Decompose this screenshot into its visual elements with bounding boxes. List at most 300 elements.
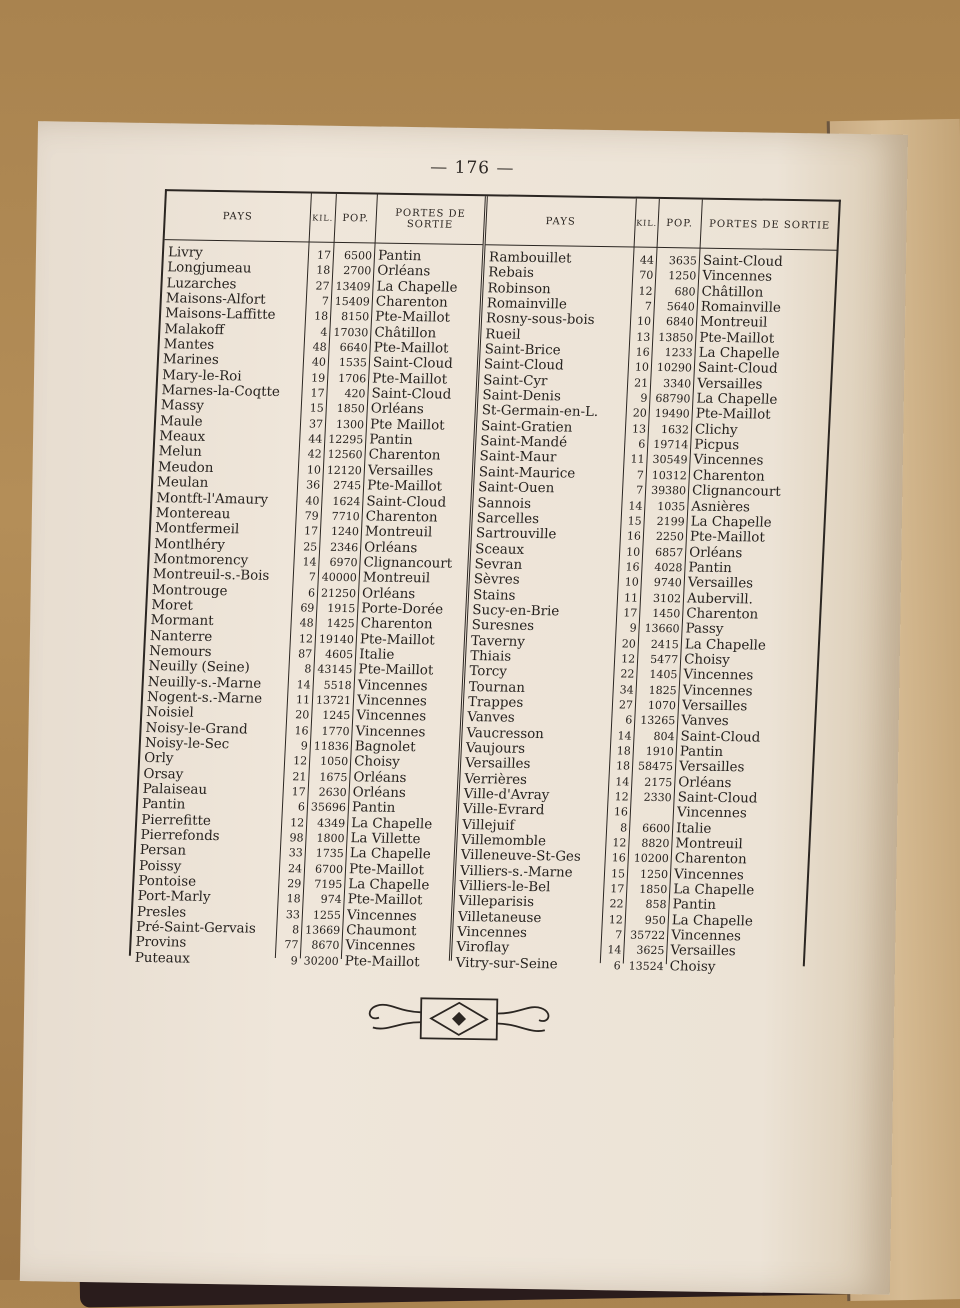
table-right-half [452,196,839,975]
cell-pop: 1405 [649,668,678,682]
cell-pays: Vaujours [465,740,526,757]
cell-kil: 14 [615,775,630,789]
cell-kil: 37 [308,417,324,431]
cell-kil: 12 [292,754,308,768]
cell-pays: Stains [472,587,516,604]
cell-kil: 4 [320,325,328,339]
cell-pays: Orsay [143,766,184,783]
cell-pop: 43145 [317,662,353,677]
cell-pays: Meulan [156,475,209,492]
cell-kil: 44 [639,253,655,267]
cell-kil: 44 [308,432,323,446]
cell-kil: 34 [619,683,635,697]
cell-portes: Charenton [685,606,759,623]
cell-kil: 6 [624,713,633,727]
cell-portes: Pantin [351,800,396,817]
cell-pop: 13409 [335,279,371,294]
cell-pays: Ville-Evrard [462,802,545,819]
cell-kil: 12 [612,836,627,850]
cell-kil: 7 [308,570,317,584]
cell-kil: 10 [625,544,641,559]
cell-kil: 20 [294,708,310,722]
cell-kil: 7 [321,294,330,308]
cell-pop: 58475 [637,760,674,774]
cell-kil: 16 [625,560,640,574]
cell-pays: Nanterre [149,628,213,645]
cell-pays: Montlhéry [153,536,226,553]
cell-kil: 8 [619,821,628,835]
cell-portes: Pte-Maillot [348,861,425,879]
cell-pop: 1250 [667,269,697,283]
cell-pays: Malakoff [164,321,225,338]
cell-portes: Montreuil [364,524,433,541]
cell-kil: 17 [609,882,625,896]
cell-pop: 15409 [334,294,371,309]
cell-pop: 6700 [314,862,344,876]
cell-pop: 10312 [651,468,688,483]
cell-pays: Taverny [470,633,526,650]
cell-portes: Pantin [679,744,724,761]
cell-portes: Pte-Maillot [358,662,434,679]
cell-pays: Poissy [138,858,182,875]
cell-portes: Pte-Maillot [695,406,771,424]
left-rows [130,245,482,971]
cell-kil: 33 [288,846,304,860]
cell-pays: Sartrouville [475,526,557,543]
cell-portes: Vincennes [355,723,426,740]
table-left-half [131,191,488,971]
cell-pop: 19490 [654,407,691,421]
cell-pop: 2700 [342,264,372,278]
cell-pop: 2346 [329,540,359,554]
cell-pop: 7195 [314,877,343,892]
cell-portes: La Chapelle [349,846,432,863]
cell-pays: Moret [151,597,194,614]
cell-pop: 4028 [654,560,683,575]
cell-kil: 87 [297,647,313,661]
cell-pop: 1240 [330,525,360,539]
cell-kil: 17 [291,785,306,799]
cell-kil: 36 [305,478,321,492]
cell-portes: Vanves [680,713,730,730]
cell-pays: Sevran [474,556,523,573]
cell-pop: 5477 [649,652,679,667]
cell-pop: 1632 [660,422,690,437]
cell-pays: Robinson [487,280,552,297]
cell-kil: 40 [311,355,327,370]
cell-pays: Montmorency [153,551,249,569]
cell-portes: La Chapelle [684,636,767,654]
cell-kil: 14 [617,729,632,743]
cell-portes: Pte-Maillot [366,478,443,495]
cell-kil: 7 [614,928,623,942]
cell-pays: Melun [158,444,203,461]
cell-portes: Choisy [683,652,731,669]
cell-pays: Ville-d'Avray [463,786,550,804]
cell-pop: 2415 [650,637,680,651]
cell-pays: Saint-Cloud [483,357,565,374]
cell-pays: Tournan [468,679,526,696]
cell-pays: Villejuif [461,817,515,834]
cell-pop: 1450 [652,606,681,621]
cell-portes: Charenton [365,509,438,526]
cell-pop: 1245 [321,709,351,723]
cell-pop: 30549 [652,453,688,467]
cell-pays: Noisy-le-Grand [145,720,248,738]
cell-portes: Saint-Cloud [680,728,761,746]
cell-kil: 17 [623,606,638,620]
cell-portes: Pantin [672,897,717,914]
cell-pays: Palaiseau [142,781,208,798]
cell-kil: 7 [644,299,653,313]
cell-kil: 11 [623,590,639,605]
cell-kil: 22 [609,897,624,911]
cell-portes: Orléans [376,263,431,280]
cell-kil: 17 [303,524,319,538]
cell-pop: 13669 [304,923,341,938]
cell-portes: La Chapelle [698,345,780,362]
cell-pop: 6600 [641,821,671,835]
cell-kil: 14 [296,677,312,692]
cell-portes: Saint-Cloud [366,493,447,511]
cell-pays: Rosny-sous-bois [485,311,595,329]
cell-pop: 9740 [653,576,683,590]
cell-pop: 12560 [327,448,363,462]
cell-pop: 1770 [321,724,350,738]
cell-pop: 12295 [328,432,364,447]
cell-portes: Saint-Cloud [697,360,778,378]
cell-pays: Saint-Maur [479,449,557,466]
cell-kil: 11 [295,693,311,707]
cell-pays: Pontoise [138,873,197,890]
cell-pop: 6640 [339,340,368,355]
cell-kil: 14 [607,943,622,957]
cell-pop: 17030 [333,325,369,340]
cell-pop: 950 [644,913,667,927]
cell-pays: Verrières [464,771,528,788]
cell-kil: 20 [621,636,637,651]
cell-pop: 4605 [324,647,354,662]
cell-portes: Charenton [692,468,766,485]
cell-kil: 9 [290,954,299,968]
cell-pays: Villeparisis [458,894,535,911]
cell-pop: 2745 [332,479,362,493]
cell-kil: 20 [632,406,648,421]
cell-pop: 30200 [303,954,340,968]
cell-pop: 11836 [313,739,350,754]
cell-pays: Sucy-en-Brie [471,602,560,620]
cell-portes: Clignancourt [691,483,782,501]
cell-pop: 40000 [321,570,358,585]
cell-pop: 3102 [652,591,682,605]
cell-portes: Montreuil [675,836,744,853]
cell-pop: 5518 [323,678,353,692]
cell-kil: 12 [608,913,624,927]
cell-pays: Montrouge [151,582,228,599]
cell-pop: 1250 [639,867,669,881]
cell-pays: Luzarches [166,275,237,292]
cell-pop: 13721 [315,693,352,708]
cell-pays: Viroflay [456,940,510,957]
cell-kil: 10 [624,575,640,589]
cell-pop: 974 [320,893,342,907]
cell-portes: Charenton [375,294,449,311]
cell-pays: Sèvres [473,572,521,589]
cell-portes: Clichy [694,422,738,438]
cell-portes: La Chapelle [696,391,778,408]
cell-kil: 15 [309,401,325,416]
cell-pays: Maisons-Laffitte [164,306,276,324]
cell-pays: Vaucresson [466,725,545,742]
cell-pays: Villeneuve-St-Ges [460,848,582,866]
cell-pays: Meudon [157,459,214,476]
cell-kil: 13 [636,330,651,344]
cell-portes: Orléans [352,785,407,802]
cell-kil: 40 [305,493,320,508]
cell-pop: 19140 [318,632,355,646]
cell-kil: 29 [287,877,302,891]
cell-portes: Romainville [700,299,782,316]
cell-kil: 19 [310,371,326,385]
cell-pop: 2175 [644,775,673,789]
cell-kil: 48 [312,340,327,354]
cell-portes: Italie [675,821,712,837]
cell-pop: 8820 [641,836,670,851]
cell-portes: Versailles [687,575,754,592]
cell-portes: La Chapelle [376,279,458,296]
cell-portes: Vincennes [357,677,428,694]
cell-kil: 18 [616,744,632,758]
cell-pays: Noisy-le-Sec [144,735,230,753]
cell-kil: 9 [300,739,309,753]
cell-pays: Villemomble [461,832,547,850]
cell-kil: 98 [289,831,304,845]
cell-portes: Vincennes [346,907,418,924]
cell-portes: Vincennes [355,708,427,725]
header-pays: PAYS [486,196,637,247]
header-pays: PAYS [165,191,312,242]
cell-pop: 2199 [656,514,685,529]
cell-kil: 15 [627,514,642,528]
cell-portes: Châtillon [701,284,764,301]
cell-kil: 48 [299,616,314,630]
cell-portes: La Villette [350,831,421,848]
cell-portes: Vincennes [670,928,742,945]
cell-pays: Massy [160,398,205,415]
cell-pop: 2330 [643,790,672,805]
cell-portes: Choisy [353,754,401,771]
cell-pays: Pierrefitte [140,812,212,829]
cell-pays: Persan [139,843,187,859]
cell-kil: 17 [310,386,325,400]
cell-pays: Thiais [469,648,512,665]
cell-pop: 13850 [658,330,694,345]
cell-portes: La Chapelle [350,815,433,833]
cell-pop: 1735 [315,847,345,861]
book-page [20,121,908,1295]
cell-pays: Romainville [486,296,568,313]
cell-portes: Vincennes [682,682,753,700]
header-pop: POP. [335,194,378,244]
cell-pays: Maisons-Alfort [165,291,266,308]
cell-portes: Choisy [669,959,716,975]
cell-pop: 804 [653,729,675,743]
cell-pays: Neuilly-s.-Marne [147,674,262,692]
cell-pop: 1070 [647,698,677,713]
cell-portes: Charenton [360,616,433,633]
cell-pays: Mormant [150,613,214,630]
cell-portes: Vincennes [345,938,416,955]
cell-kil: 17 [316,248,332,262]
cell-pays: Montreuil-s.-Bois [152,567,270,585]
cell-portes: Versailles [696,376,763,393]
cell-portes: Montreuil [699,314,768,332]
cell-pop: 1624 [332,494,361,508]
cell-kil: 16 [611,851,627,865]
cell-pop: 35722 [629,928,666,943]
cell-portes: Pantin [688,560,733,576]
cell-kil: 8 [304,662,312,676]
cell-pays: Saint-Brice [484,342,561,359]
cell-pop: 1535 [338,356,368,370]
cell-pop: 35696 [310,800,347,815]
cell-kil: 18 [315,263,331,278]
cell-kil: 12 [289,815,305,830]
cell-kil: 6 [297,800,306,814]
cell-kil: 12 [620,652,636,666]
cell-portes: Pantin [377,248,422,265]
cell-pays: Villiers-s.-Marne [459,863,573,881]
cell-portes: Pte-Maillot [371,371,448,388]
cell-pays: Saint-Maurice [478,464,576,482]
cell-pays: Suresnes [471,618,535,635]
cell-kil: 18 [313,309,329,324]
cell-kil: 11 [630,452,645,467]
cell-portes: Montreuil [362,570,431,587]
cell-pays: Presles [136,904,187,921]
cell-pop: 2250 [655,530,685,544]
cell-kil: 9 [629,621,637,635]
right-rows [451,250,836,976]
cell-portes: Orléans [363,539,418,556]
cell-pop: 5640 [666,300,696,314]
cell-portes: Clignancourt [363,555,453,572]
cell-pop: 13660 [644,622,680,636]
cell-pop: 3340 [662,376,692,391]
cell-kil: 27 [618,698,634,712]
cell-pop: 21250 [320,586,357,600]
cell-pays: Puteaux [134,950,191,967]
cell-pays: Port-Marly [137,889,211,906]
cell-portes: La Chapelle [671,913,754,930]
cell-pop: 6857 [654,545,684,559]
cell-pop: 680 [674,284,696,299]
header-pop: POP. [658,199,703,249]
cell-pays: Trappes [467,694,524,711]
cell-pays: Vanves [466,710,516,727]
cell-kil: 15 [610,867,626,881]
cell-pays: Sarcelles [476,510,540,527]
cell-pays: Marines [162,352,220,369]
cell-kil: 16 [613,805,629,819]
cell-pop: 13524 [628,959,664,973]
cell-pays: Villiers-le-Bel [458,878,551,896]
cell-portes: Châtillon [374,325,437,342]
cell-pays: Versailles [464,756,531,773]
cell-kil: 18 [615,759,631,773]
cell-pays: Sannois [477,495,532,512]
cell-kil: 13 [631,422,647,436]
cell-kil: 14 [302,555,317,569]
cell-pop: 8150 [340,310,370,324]
cell-pop: 3625 [636,944,665,958]
cell-pop: 1035 [657,499,686,513]
cell-pop: 1233 [664,346,693,360]
cell-portes: Pte-Maillot [344,953,420,971]
cell-portes: Pte-Maillot [698,330,775,347]
cell-pop: 1850 [638,882,668,897]
cell-pays: Montft-l'Amaury [156,490,269,508]
cell-portes: La Chapelle [690,514,772,531]
cell-pays: Mantes [163,337,215,354]
cell-portes: Pte-Maillot [689,529,766,546]
cell-portes: Saint-Cloud [372,355,454,373]
cell-pays: Saint-Gratien [480,418,573,436]
cell-pays: Livry [167,245,204,261]
cell-pop: 12120 [326,463,363,478]
cell-pop: 1300 [335,417,365,432]
cell-portes: Pte-Maillot [374,309,451,327]
cell-kil: 24 [287,861,303,876]
cell-pop: 1050 [319,755,349,769]
cell-kil: 77 [284,938,299,952]
cell-pop: 1910 [645,744,675,759]
cell-portes: Aubervill. [686,590,754,608]
cell-kil: 16 [635,345,650,359]
cell-pop: 4349 [316,816,346,830]
cell-pop: 19714 [652,437,689,452]
cell-kil: 79 [304,509,320,523]
cell-portes: La Chapelle [347,877,430,894]
cell-pays: St-Germain-en-L. [481,403,599,421]
cell-pop: 10200 [633,852,670,866]
cell-pop: 39380 [650,484,687,498]
cell-pays: Longjumeau [166,260,252,277]
cell-pop: 1825 [648,683,678,697]
cell-portes: Orléans [353,769,407,786]
cell-portes: Picpus [693,437,740,454]
cell-pays: Maule [159,413,203,430]
cell-portes: Charenton [674,851,747,868]
cell-pop: 2630 [318,785,347,800]
cell-kil: 10 [306,463,322,477]
cell-pop: 68790 [655,391,691,406]
cell-portes: Vincennes [356,693,428,710]
cell-portes: Italie [358,647,395,663]
cell-portes: Vincennes [701,268,773,286]
cell-pays: Pré-Saint-Gervais [135,919,257,937]
cell-kil: 21 [292,769,307,784]
cell-portes: Orléans [678,774,732,791]
cell-pays: Torcy [469,664,508,680]
cell-kil: 22 [620,667,635,681]
cell-pop: 1255 [312,908,342,922]
cell-pays: Rambouillet [488,250,572,267]
cell-portes: Passy [685,621,724,638]
cell-portes: Vincennes [673,867,745,884]
header-portes: PORTES DE SORTIE [376,195,485,246]
cell-pays: Vitry-sur-Seine [455,955,558,973]
